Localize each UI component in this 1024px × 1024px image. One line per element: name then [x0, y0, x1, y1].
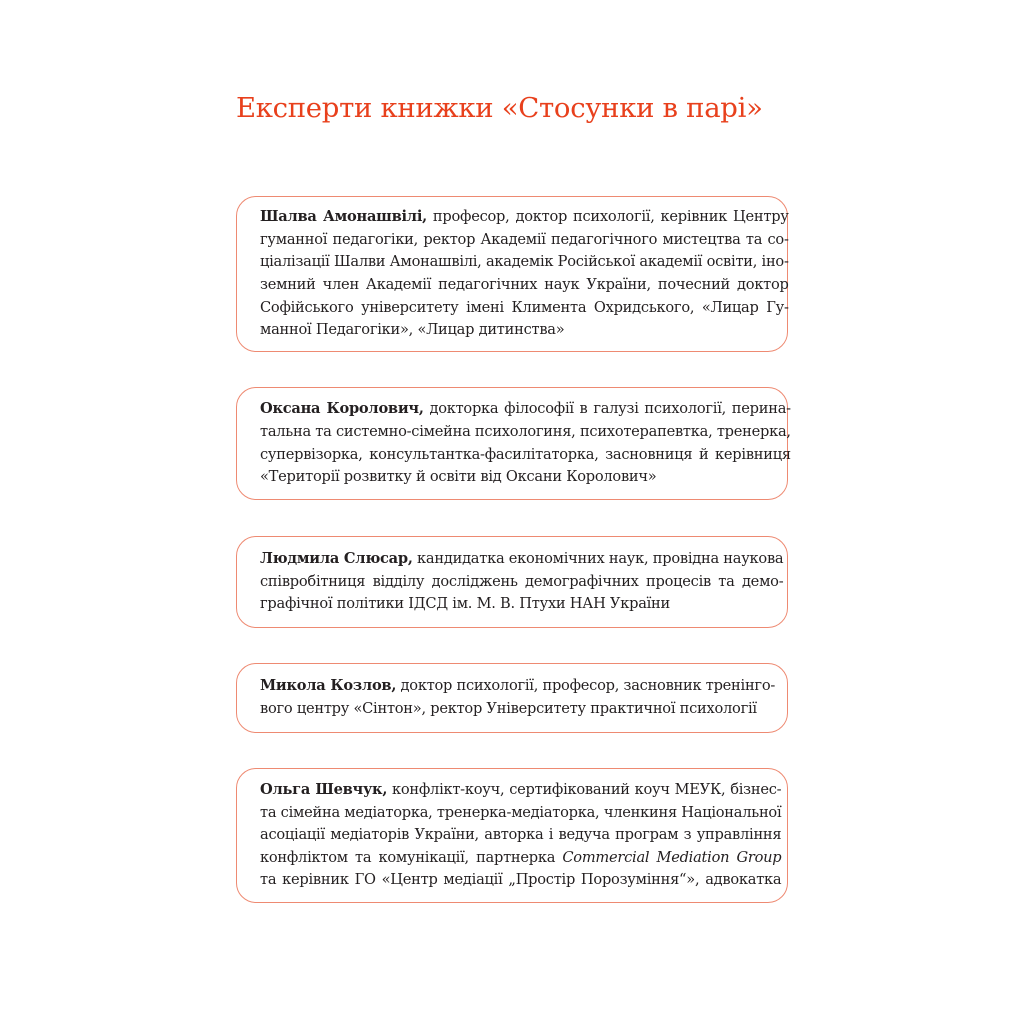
expert-bio: Микола Козлов, доктор психології, професор, засновник тренінго- вого центру «Сінтон», ректор Університету практичної психології	[260, 677, 776, 717]
expert-name: Оксана Королович,	[260, 400, 424, 418]
expert-name: Ольга Шевчук,	[260, 781, 388, 799]
expert-card-kozlov	[236, 663, 788, 733]
expert-bio: Шалва Амонашвілі, професор, доктор психології, керівник Центру гуманної педагогіки, ректор Академії педагогічного мистецтва та со- ціалізації Шалви Амонашвілі, академік Російської академії освіти, іно- земний член Академії педагогічних наук України, почесний доктор Софійського університету імені Климента Охридського, «Лицар Гу- манної Педагогіки», «Лицар дитинства»	[260, 208, 789, 339]
expert-card-sliusar	[236, 536, 788, 628]
expert-bio: Ольга Шевчук, конфлікт-коуч, сертифікований коуч МЕУК, бізнес- та сімейна медіаторка, тренерка-медіаторка, членкиня Національної асоціації медіаторів України, авторка і ведуча програм з управління конфліктом та комунікації, партнерка Commercial Mediation Group та керівник ГО «Центр медіації „Простір Порозуміння“», адвокатка	[260, 781, 782, 889]
expert-card-shevchuk	[236, 768, 788, 903]
expert-name: Микола Козлов,	[260, 677, 397, 695]
expert-bio: Людмила Слюсар, кандидатка економічних наук, провідна наукова співробітниця відділу досліджень демографічних процесів та демо- графічної політики ІДСД ім. М. В. Птухи НАН України	[260, 550, 784, 613]
italic-org-name: Commercial Mediation Group	[562, 848, 782, 866]
expert-name: Людмила Слюсар,	[260, 550, 413, 568]
expert-name: Шалва Амонашвілі,	[260, 208, 427, 226]
page-title: Експерти книжки «Стосунки в парі»	[236, 92, 763, 124]
expert-card-amonashvili	[236, 196, 788, 352]
expert-card-korolovych	[236, 387, 791, 500]
expert-bio: Оксана Королович, докторка філософії в галузі психології, перина- тальна та системно-сімейна психологиня, психотерапевтка, тренерка, супервізорка, консультантка-фасилітаторка, засновниця й керівниця «Території розвитку й освіти від Оксани Королович»	[260, 400, 791, 486]
